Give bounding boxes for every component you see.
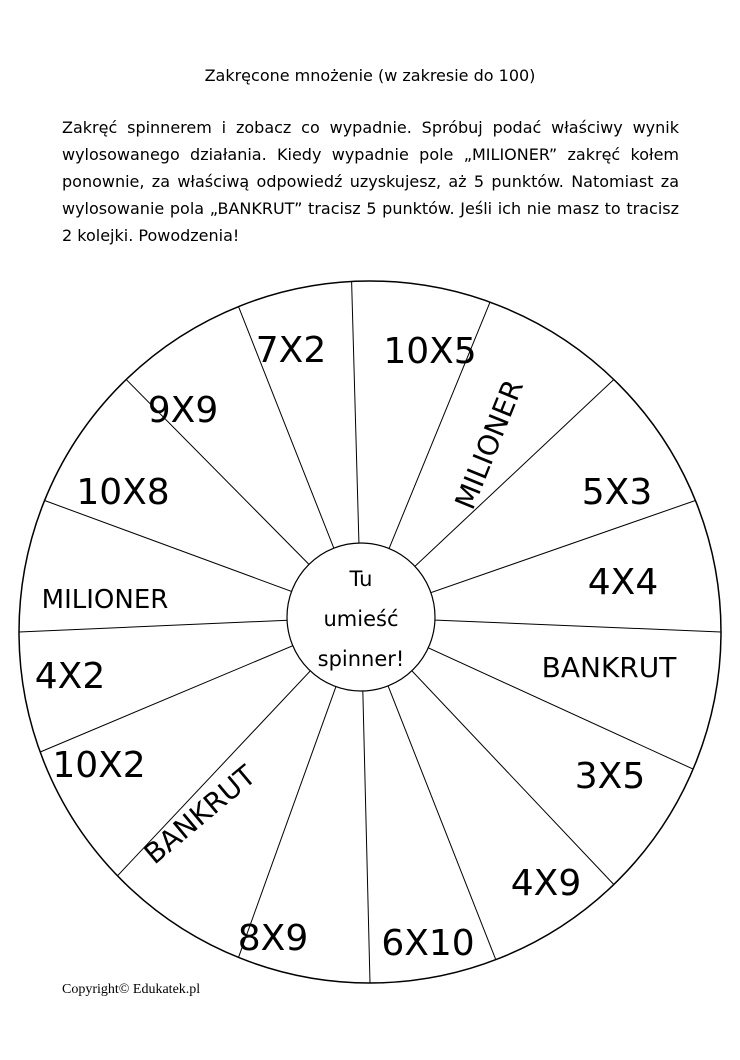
hub-text-line-1: Tu (349, 567, 373, 591)
hub-text-line-2: umieść (323, 607, 399, 631)
wheel-segment-label: 4X9 (510, 863, 582, 904)
copyright-notice: Copyright© Edukatek.pl (62, 982, 201, 997)
wheel-segment-label: 5X3 (581, 472, 653, 513)
wheel-segment-label: 4X2 (34, 656, 106, 697)
wheel-segment-label: 3X5 (574, 756, 646, 797)
wheel-segment-label: 10X2 (52, 745, 146, 786)
wheel-segment-label: MILIONER (41, 585, 169, 615)
wheel-segment-label: 10X5 (383, 331, 477, 372)
instructions-paragraph: Zakręć spinnerem i zobacz co wypadnie. Spróbuj podać właściwy wynik wylosowanego działania. Kiedy wypadnie pole „MILIONER” zakręć kołem ponownie, za właściwą odpowiedź uzyskujesz, aż 5 punktów. Natomiast za wylosowanie pola „BANKRUT” tracisz 5 punktów. Jeśli ich nie masz to tracisz 2 kolejki. Powodzenia! (62, 118, 679, 245)
wheel-segment-label: 9X9 (147, 390, 219, 431)
wheel-segment-label: 4X4 (587, 562, 659, 603)
wheel-segment-label: BANKRUT (541, 651, 677, 684)
wheel-segment-label: 7X2 (255, 330, 327, 371)
wheel-segment-label: 8X9 (237, 918, 309, 959)
page-title: Zakręcone mnożenie (w zakresie do 100) (204, 66, 536, 85)
wheel-segment-label: 6X10 (381, 923, 475, 964)
wheel-segment-label: BANKRUT (137, 758, 263, 871)
hub-text-line-3: spinner! (317, 647, 405, 671)
wheel-segment-label: MILIONER (448, 375, 531, 514)
wheel-segment-label: 10X8 (76, 472, 170, 513)
